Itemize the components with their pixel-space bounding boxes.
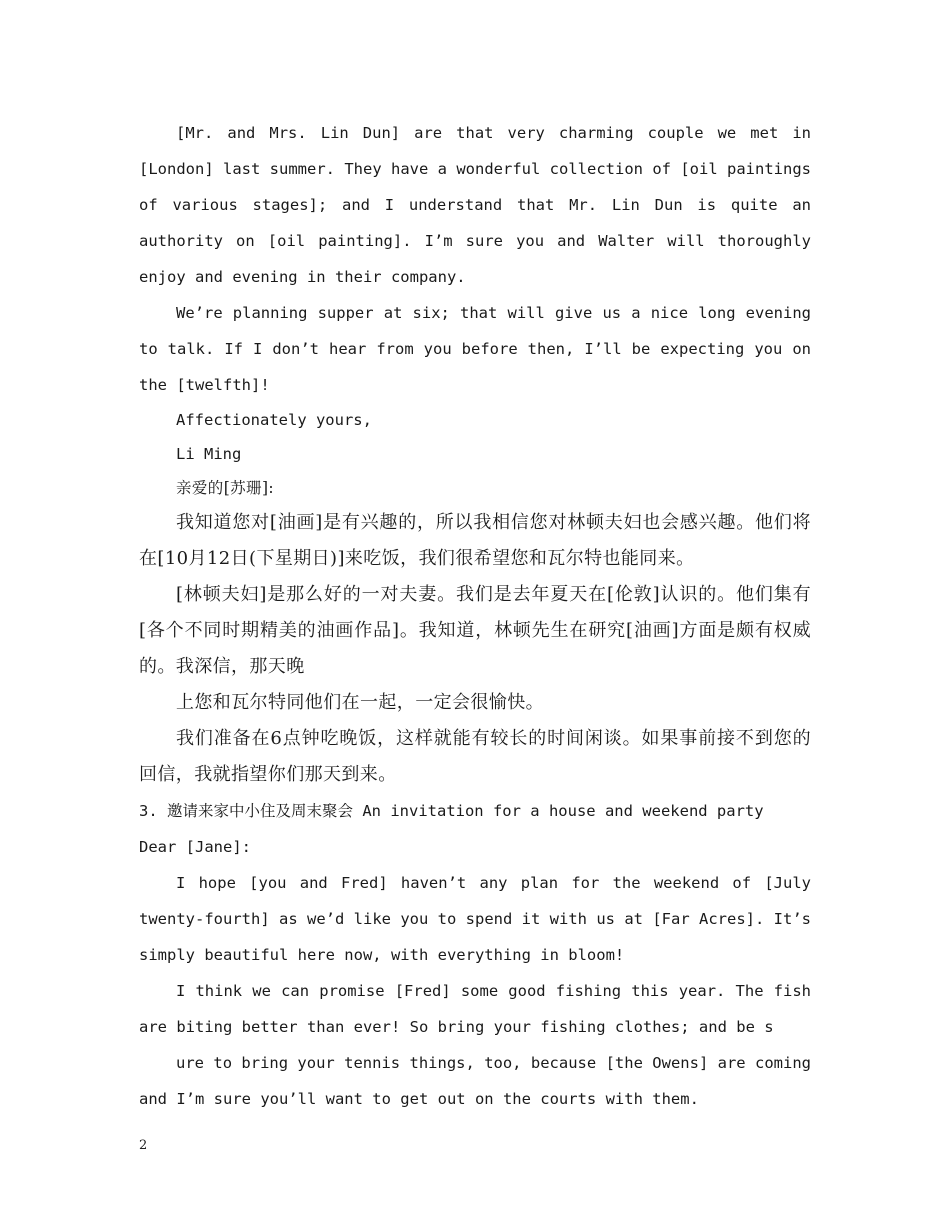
chinese-salutation: 亲爱的[苏珊]:: [176, 479, 275, 497]
chinese-paragraph-invitation: 我知道您对[油画]是有兴趣的，所以我相信您对林顿夫妇也会感兴趣。他们将在[10月12日(下星期日)]来吃饭，我们很希望您和瓦尔特也能同来。: [139, 512, 811, 569]
paragraph-weekend-plan: I hope [you and Fred] haven’t any plan for the weekend of [July twenty-fourth] as we’d like you to spend it with us at [Far Acres]. It’s simply beautiful here now, with everything in bloom!: [139, 874, 811, 964]
paragraph-lin-dun-couple: [Mr. and Mrs. Lin Dun] are that very charming couple we met in [London] last summer. They have a wonderful collection of [oil paintings of various stages]; and I understand that Mr. Lin Dun is quite an authority on [oil painting]. I’m sure you and Walter will thoroughly enjoy and evening in their company.: [139, 124, 811, 286]
letter-closing: Affectionately yours,: [176, 411, 372, 429]
chinese-paragraph-evening: 上您和瓦尔特同他们在一起，一定会很愉快。: [176, 692, 544, 713]
page-number: 2: [139, 1138, 148, 1153]
chinese-paragraph-supper: 我们准备在6点钟吃晚饭，这样就能有较长的时间闲谈。如果事前接不到您的回信，我就指望你们那天到来。: [139, 728, 811, 785]
paragraph-supper-plan: We’re planning supper at six; that will give us a nice long evening to talk. If I don’t hear from you before then, I’ll be expecting you on the [twelfth]!: [139, 304, 811, 394]
paragraph-tennis: ure to bring your tennis things, too, because [the Owens] are coming and I’m sure you’ll want to get out on the courts with them.: [139, 1054, 811, 1108]
paragraph-fishing: I think we can promise [Fred] some good fishing this year. The fish are biting better than ever! So bring your fishing clothes; and be s: [139, 982, 811, 1036]
letter-signature: Li Ming: [176, 445, 242, 463]
chinese-paragraph-couple: [林顿夫妇]是那么好的一对夫妻。我们是去年夏天在[伦敦]认识的。他们集有[各个不同时期精美的油画作品]。我知道，林顿先生在研究[油画]方面是颇有权威的。我深信，那天晚: [139, 584, 811, 677]
section-heading-house-party: 3. 邀请来家中小住及周末聚会 An invitation for a house and weekend party: [139, 802, 764, 820]
salutation-jane: Dear [Jane]:: [139, 838, 251, 856]
document-body: [139, 115, 811, 1117]
